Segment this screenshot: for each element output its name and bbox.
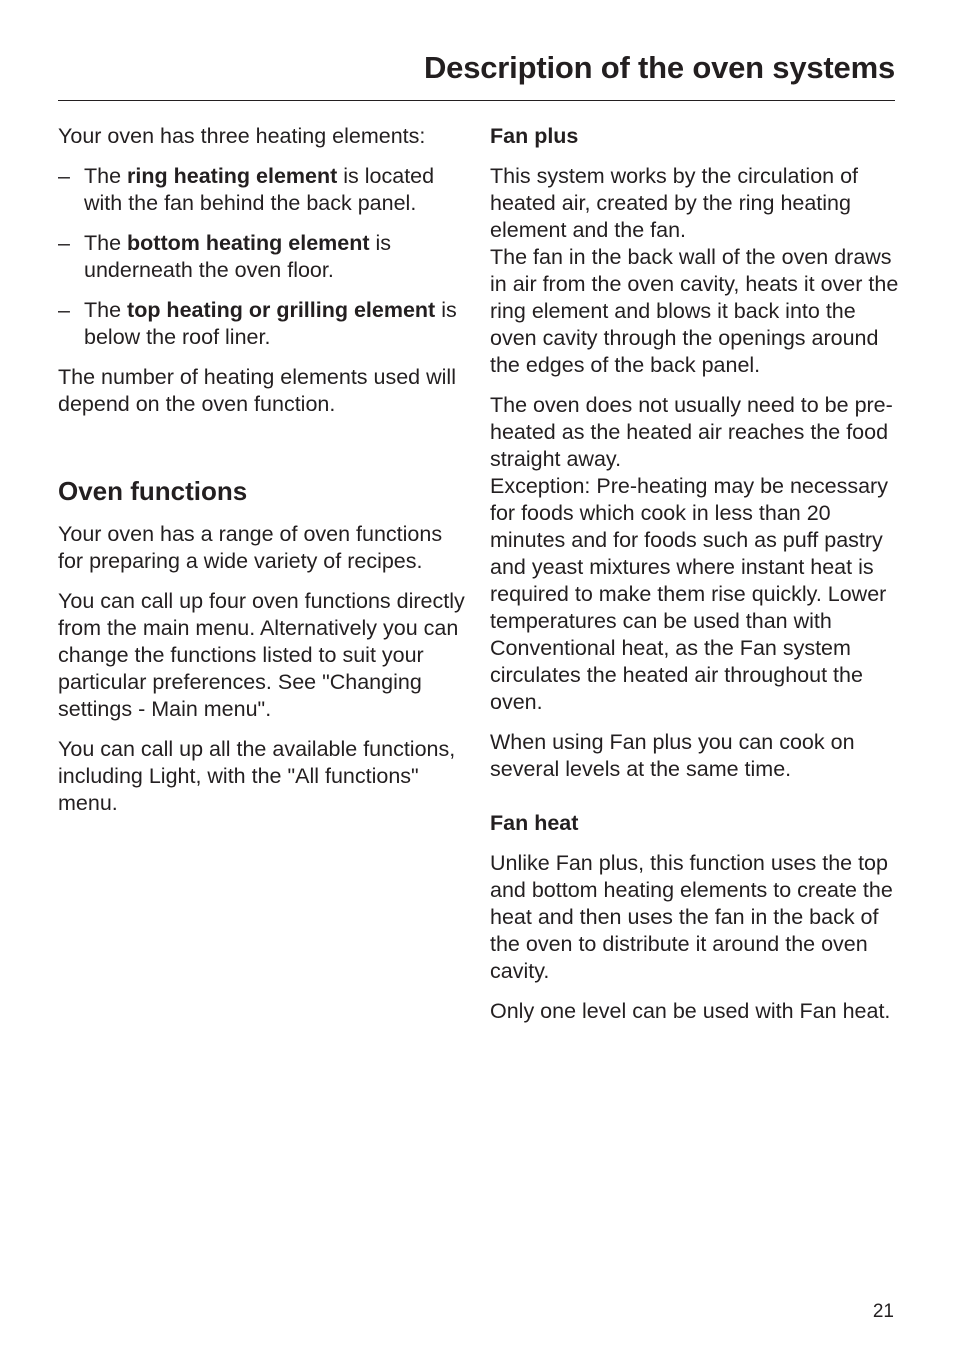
dash-bullet: – [58,164,70,188]
fan-plus-heading: Fan plus [490,124,579,148]
fan-plus-paragraph: When using Fan plus you can cook on several levels at the same time. [490,730,855,781]
oven-functions-paragraph: You can call up four oven functions directly from the main menu. Alternatively you can change the functions listed to suit your particular preferences. See "Changing settings - Main menu". [58,589,465,721]
dash-bullet: – [58,298,70,322]
fan-plus-paragraph: This system works by the circulation of heated air, created by the ring heating element and the fan. The fan in the back wall of the oven draws in air from the oven cavity, heats it over the ring element and blows it back into the oven cavity through the openings around the edges of the back panel. [490,164,899,377]
dash-bullet: – [58,231,70,255]
fan-plus-paragraph: The oven does not usually need to be pre-heated as the heated air reaches the food straight away. Exception: Pre-heating may be necessary for foods which cook in less than 20 minutes and for foods such as puff pastry and yeast mixtures where instant heat is required to make them rise quickly. Lower temperatures can be used than with Conventional heat, as the Fan system circulates the heated air throughout the oven. [490,393,893,714]
bottom-heating-element-term: bottom heating element [127,231,370,255]
oven-functions-paragraph: Your oven has a range of oven functions for preparing a wide variety of recipes. [58,522,443,573]
fan-heat-paragraph: Only one level can be used with Fan heat. [490,999,891,1023]
oven-functions-paragraph: You can call up all the available functions, including Light, with the "All functions" menu. [58,737,456,815]
title-divider [58,100,895,101]
right-column [490,123,900,1038]
page-title: Description of the oven systems [424,50,895,85]
fan-heat-paragraph: Unlike Fan plus, this function uses the top and bottom heating elements to create the heat and then uses the fan in the back of the oven to distribute it around the oven cavity. [490,851,893,983]
list-item: – The top heating or grilling element is below the roof liner. [58,298,457,349]
fan-heat-heading: Fan heat [490,811,579,835]
heating-elements-intro: Your oven has three heating elements: [58,124,426,148]
heating-elements-list [58,163,468,351]
left-column [58,123,468,830]
ring-heating-element-term: ring heating element [127,164,338,188]
heating-elements-note: The number of heating elements used will depend on the oven function. [58,365,456,416]
list-item: – The ring heating element is located with the fan behind the back panel. [58,164,435,215]
page-number: 21 [872,1301,894,1322]
list-item: – The bottom heating element is underneath the oven floor. [58,231,392,282]
oven-functions-heading: Oven functions [58,476,248,506]
top-heating-element-term: top heating or grilling element [127,298,436,322]
